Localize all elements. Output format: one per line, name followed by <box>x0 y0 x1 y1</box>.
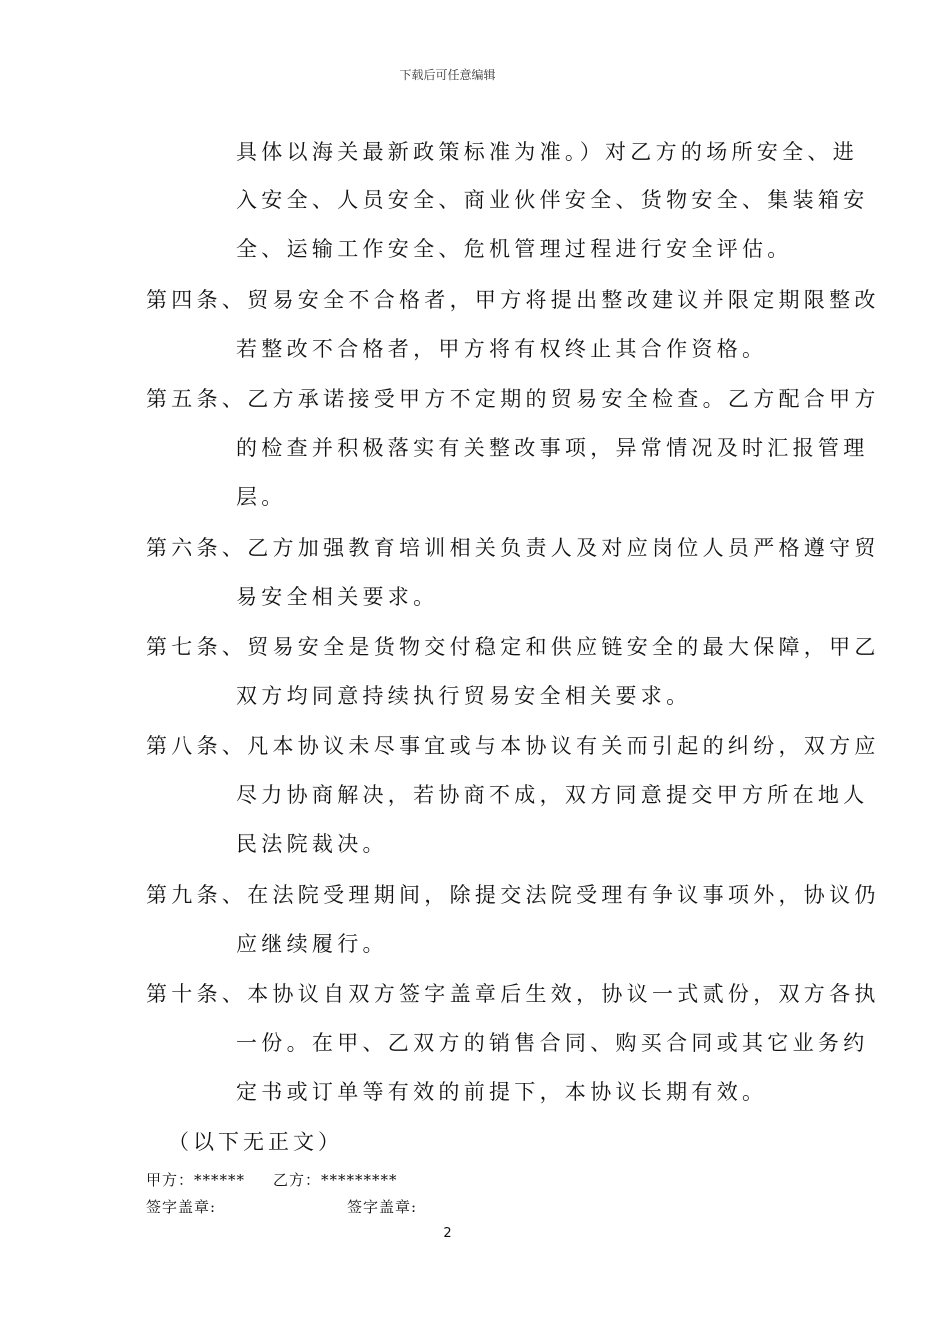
paragraph-line: 的检查并积极落实有关整改事项，异常情况及时汇报管理 <box>236 436 869 460</box>
party-a-label: 甲方：****** <box>146 1171 246 1189</box>
clause-10-line: 第十条、本协议自双方签字盖章后生效，协议一式贰份，双方各执 <box>146 982 880 1006</box>
clause-7-line: 第七条、贸易安全是货物交付稳定和供应链安全的最大保障，甲乙 <box>146 635 880 659</box>
party-b-signature: 签字盖章: <box>347 1198 418 1216</box>
paragraph-line: 尽力协商解决，若协商不成，双方同意提交甲方所在地人 <box>236 783 869 807</box>
paragraph-line: 易安全相关要求。 <box>236 585 439 609</box>
no-body-notice: （以下无正文） <box>168 1130 343 1154</box>
paragraph-line: 入安全、人员安全、商业伙伴安全、货物安全、集装箱安 <box>236 188 869 212</box>
party-b-label: 乙方：********* <box>273 1171 398 1189</box>
page-header: 下载后可任意编辑 <box>399 68 496 82</box>
clause-9-line: 第九条、在法院受理期间，除提交法院受理有争议事项外，协议仍 <box>146 883 880 907</box>
clause-8-line: 第八条、凡本协议未尽事宜或与本协议有关而引起的纠纷，双方应 <box>146 734 880 758</box>
paragraph-line: 全、运输工作安全、危机管理过程进行安全评估。 <box>236 237 793 261</box>
paragraph-line: 一份。在甲、乙双方的销售合同、购买合同或其它业务约 <box>236 1031 869 1055</box>
paragraph-line: 若整改不合格者，甲方将有权终止其合作资格。 <box>236 337 768 361</box>
clause-6-line: 第六条、乙方加强教育培训相关负责人及对应岗位人员严格遵守贸 <box>146 536 880 560</box>
paragraph-line: 双方均同意持续执行贸易安全相关要求。 <box>236 684 692 708</box>
paragraph-line: 具体以海关最新政策标准为准。）对乙方的场所安全、进 <box>236 140 858 164</box>
clause-5-line: 第五条、乙方承诺接受甲方不定期的贸易安全检查。乙方配合甲方 <box>146 387 880 411</box>
paragraph-line: 民法院裁决。 <box>236 832 388 856</box>
paragraph-line: 应继续履行。 <box>236 932 388 956</box>
paragraph-line: 层。 <box>236 485 287 509</box>
paragraph-line: 定书或订单等有效的前提下，本协议长期有效。 <box>236 1080 768 1104</box>
page-number: 2 <box>443 1226 452 1241</box>
clause-4-line: 第四条、贸易安全不合格者，甲方将提出整改建议并限定期限整改 <box>146 288 880 312</box>
party-a-signature: 签字盖章: <box>146 1198 217 1216</box>
